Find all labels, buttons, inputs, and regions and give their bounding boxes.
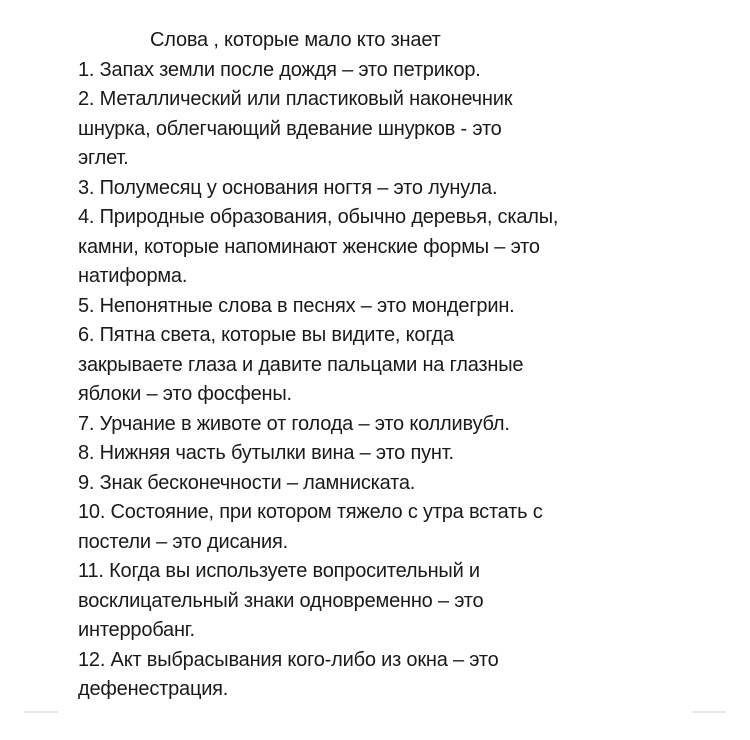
list-item-line: восклицательный знаки одновременно – это bbox=[78, 589, 484, 612]
list-item bbox=[78, 498, 678, 557]
list-item bbox=[78, 646, 678, 705]
list-item-line: 4. Природные образования, обычно деревья, скалы, bbox=[78, 206, 559, 228]
list-item-line: 2. Металлический или пластиковый наконечник bbox=[78, 88, 513, 110]
list-item bbox=[78, 292, 678, 322]
list-item bbox=[78, 469, 678, 499]
list-item-line: эглет. bbox=[78, 147, 129, 169]
list-item bbox=[78, 174, 678, 204]
list-item-line: интерробанг. bbox=[78, 619, 195, 641]
divider bbox=[24, 711, 58, 713]
divider bbox=[692, 711, 726, 713]
list-item-line: закрываете глаза и давите пальцами на глазные bbox=[78, 353, 524, 376]
list-item-line: 1. Запах земли после дождя – это петрикор. bbox=[78, 58, 481, 81]
list-item bbox=[78, 203, 678, 292]
list-item bbox=[78, 557, 678, 646]
list-item-line: постели – это дисания. bbox=[78, 530, 288, 553]
list-item-line: 9. Знак бесконечности – ламниската. bbox=[78, 471, 416, 494]
list-item-line: 3. Полумесяц у основания ногтя – это лунула. bbox=[78, 176, 498, 199]
list-item-line: 11. Когда вы используете вопросительный и bbox=[78, 560, 480, 582]
list-item-line: 12. Акт выбрасывания кого-либо из окна – это bbox=[78, 648, 499, 671]
list-item-line: дефенестрация. bbox=[78, 678, 229, 700]
list-item bbox=[78, 439, 678, 469]
list-item-line: 8. Нижняя часть бутылки вина – это пунт. bbox=[78, 442, 454, 464]
list-item bbox=[78, 410, 678, 440]
list-item-line: 7. Урчание в животе от голода – это колливубл. bbox=[78, 412, 510, 435]
list-item-line: 5. Непонятные слова в песнях – это мондегрин. bbox=[78, 294, 515, 317]
page-title: Слова , которые мало кто знает bbox=[150, 29, 441, 51]
list-item-line: камни, которые напоминают женские формы – это bbox=[78, 235, 540, 258]
list-item-line: 10. Состояние, при котором тяжело с утра встать с bbox=[78, 501, 543, 523]
list-item-line: шнурка, облегчающий вдевание шнурков - это bbox=[78, 117, 502, 140]
list-item bbox=[78, 321, 678, 410]
text-block bbox=[78, 26, 678, 705]
list-item bbox=[78, 85, 678, 174]
list-item bbox=[78, 56, 678, 86]
list-item-line: яблоки – это фосфены. bbox=[78, 383, 292, 405]
list-item-line: 6. Пятна света, которые вы видите, когда bbox=[78, 324, 454, 346]
list-item-line: натиформа. bbox=[78, 265, 188, 287]
